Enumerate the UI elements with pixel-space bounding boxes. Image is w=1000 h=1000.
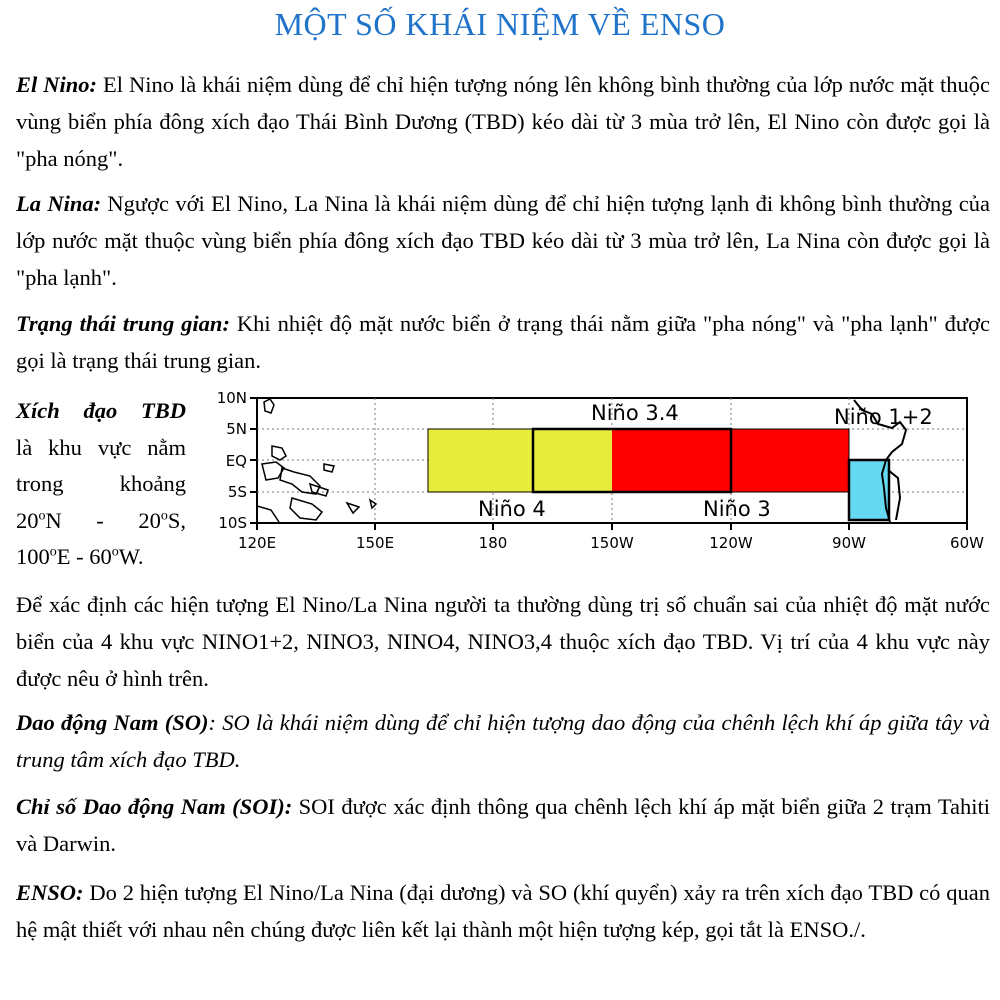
equator-term: Xích đạo TBD	[16, 398, 186, 423]
lat-label: 10N	[216, 389, 247, 407]
page-title: MỘT SỐ KHÁI NIỆM VỀ ENSO	[274, 6, 726, 42]
nino4-label: Niño 4	[478, 497, 546, 521]
lat-label: 5S	[227, 483, 247, 501]
la-nina-term: La Nina:	[16, 191, 102, 216]
neutral-text: Khi nhiệt độ mặt nước biển ở trạng thái nằm giữa "pha nóng" và "pha lạnh" được gọi là trạng thái trung gian.	[16, 311, 990, 373]
lat-labels	[217, 389, 247, 532]
el-nino-text: El Nino là khái niệm dùng để chỉ hiện tượng nóng lên không bình thường của lớp nước mặt thuộc vùng biển phía đông xích đạo Thái Bình Dương (TBD) kéo dài từ 3 mùa trở lên, El Nino còn được gọi là "pha nóng".	[16, 72, 991, 171]
detection-paragraph: Để xác định các hiện tượng El Nino/La Nina người ta thường dùng trị số chuẩn sai của nhiệt độ mặt nước biển của 4 khu vực NINO1+2, NINO3, NINO4, NINO3,4 thuộc xích đạo TBD. Vị trí của 4 khu vực này được nêu ở hình trên.	[16, 592, 990, 691]
equator-description	[16, 393, 186, 576]
el-nino-term: El Nino:	[16, 72, 98, 97]
equator-line2-a: trong	[16, 471, 64, 496]
lon-label: 120W	[709, 534, 753, 552]
enso-text: Do 2 hiện tượng El Nino/La Nina (đại dương) và SO (khí quyển) xảy ra trên xích đạo TBD có quan hệ mật thiết với nhau nên chúng được liên kết lại thành một hiện tượng kép, gọi tắt là ENSO./.	[16, 880, 990, 942]
equator-line1: là khu vực nằm	[16, 434, 186, 460]
neutral-term: Trạng thái trung gian:	[16, 311, 230, 336]
equator-line2	[16, 466, 186, 503]
el-nino-paragraph	[16, 66, 990, 177]
equator-line2-b: khoảng	[119, 471, 186, 496]
lon-label: 150E	[355, 534, 395, 552]
nino4-region-east	[533, 429, 612, 492]
lat-label: EQ	[225, 452, 247, 470]
lon-label: 120E	[237, 534, 277, 552]
la-nina-text: Ngược với El Nino, La Nina là khái niệm dùng để chỉ hiện tượng lạnh đi không bình thường của lớp nước mặt thuộc vùng biển phía đông xích đạo TBD kéo dài từ 3 mùa trở lên, La Nina còn được gọi là "pha lạnh".	[16, 191, 990, 290]
so-text: : SO là khái niệm dùng để chỉ hiện tượng dao động của chênh lệch khí áp giữa tây và trung tâm xích đạo TBD.	[16, 710, 990, 772]
nino3-label: Niño 3	[703, 497, 771, 521]
lon-label: 90W	[832, 534, 866, 552]
nino3-region-west	[612, 429, 731, 492]
enso-paragraph	[16, 874, 990, 948]
nino34-label: Niño 3.4	[591, 401, 679, 425]
enso-term: ENSO:	[16, 880, 84, 905]
nino12-label: Niño 1+2	[834, 405, 933, 429]
lon-labels	[238, 534, 984, 552]
neutral-paragraph	[16, 305, 990, 379]
lon-label: 60W	[950, 534, 984, 552]
soi-term: Chỉ số Dao động Nam (SOI):	[16, 794, 293, 819]
nino4-region-west	[428, 429, 533, 492]
equator-line3: 20$^o$N - 20$^o$S,	[16, 507, 186, 533]
lon-label: 150W	[590, 534, 634, 552]
soi-text: SOI được xác định thông qua chênh lệch khí áp mặt biển giữa 2 trạm Tahiti và Darwin.	[16, 794, 990, 856]
so-term: Dao động Nam (SO)	[16, 710, 209, 735]
lat-label: 5N	[226, 420, 247, 438]
nino-regions-map	[212, 388, 992, 564]
lon-label: 180	[478, 534, 508, 552]
so-paragraph	[16, 704, 990, 778]
equator-line4: 100$^o$E - 60$^o$W.	[16, 544, 144, 569]
nino3-region-east	[731, 429, 849, 492]
la-nina-paragraph	[16, 185, 990, 296]
lat-label: 10S	[218, 514, 247, 532]
soi-paragraph	[16, 788, 990, 862]
